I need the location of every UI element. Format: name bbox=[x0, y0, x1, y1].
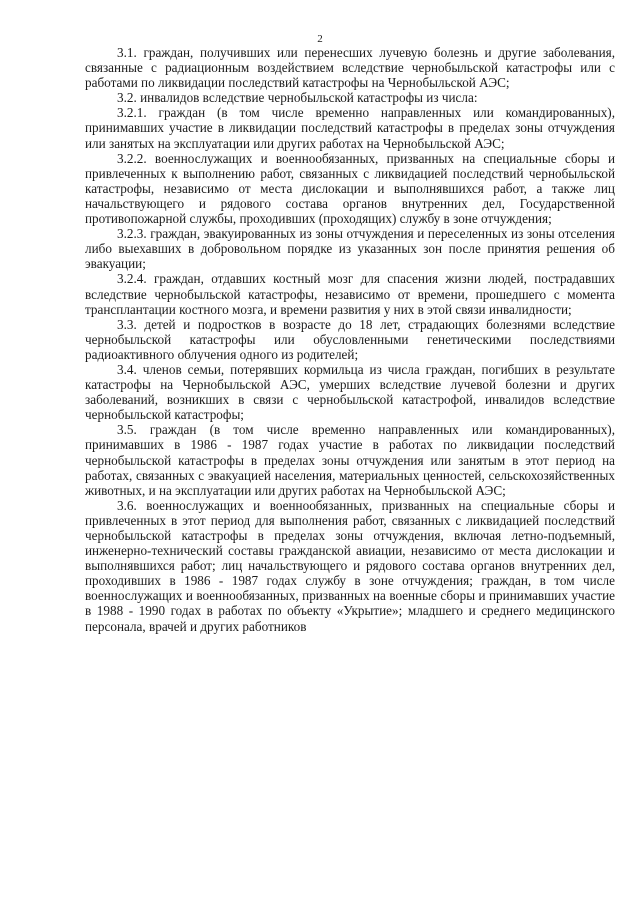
page-number: 2 bbox=[317, 33, 323, 45]
paragraph-3-2-1: 3.2.1. граждан (в том числе временно направленных или командированных), принимавших участие в ликвидации последствий катастрофы в пределах зоны отчуждения или занятых на эксплуатации или других работах на Чернобыльской АЭС; bbox=[85, 105, 615, 151]
document-body bbox=[85, 45, 615, 634]
paragraph-3-6: 3.6. военнослужащих и военнообязанных, призванных на специальные сборы и привлеченных в этот период для выполнения работ, связанных с ликвидацией последствий чернобыльской катастрофы в пределах зоны отчуждения, включая летно-подъемный, инженерно-технический составы гражданской авиации, независимо от места дислокации и выполнявшихся работ; лиц начальствующего и рядового состава органов внутренних дел, проходивших в 1986 - 1987 годах службу в зоне отчуждения; граждан, в том числе военнослужащих и военнообязанных, призванных на военные сборы и принимавших участие в 1988 - 1990 годах в работах по объекту «Укрытие»; младшего и среднего медицинского персонала, врачей и других работников bbox=[85, 497, 615, 634]
paragraph-3-3: 3.3. детей и подростков в возрасте до 18 лет, страдающих болезнями вследствие чернобыльской катастрофы или обусловленными генетическими последствиями радиоактивного облучения одного из родителей; bbox=[85, 316, 615, 362]
paragraph-3-5: 3.5. граждан (в том числе временно направленных или командированных), принимавших в 1986 - 1987 годах участие в работах по ликвидации последствий чернобыльской катастрофы в пределах зоны отчуждения или занятым в этот период на работах, связанных с эвакуацией населения, материальных ценностей, сельскохозяйственных животных, и на эксплуатации или других работах на Чернобыльской АЭС; bbox=[85, 422, 615, 498]
paragraph-3-2-3: 3.2.3. граждан, эвакуированных из зоны отчуждения и переселенных из зоны отселения либо выехавших в добровольном порядке из указанных зон после принятия решения об эвакуации; bbox=[85, 226, 615, 272]
paragraph-3-2-4: 3.2.4. граждан, отдавших костный мозг для спасения жизни людей, пострадавших вследствие чернобыльской катастрофы, независимо от времени, прошедшего с момента трансплантации костного мозга, и времени развития у них в этой связи инвалидности; bbox=[85, 271, 615, 317]
paragraph-3-2: 3.2. инвалидов вследствие чернобыльской катастрофы из числа: bbox=[117, 90, 478, 106]
paragraph-3-4: 3.4. членов семьи, потерявших кормильца из числа граждан, погибших в результате катастрофы на Чернобыльской АЭС, умерших вследствие лучевой болезни и других заболеваний, возникших в связи с чернобыльской катастрофой, инвалидов вследствие чернобыльской катастрофы; bbox=[85, 361, 615, 423]
paragraph-3-1: 3.1. граждан, получивших или перенесших лучевую болезнь и другие заболевания, связанные с радиационным воздействием вследствие чернобыльской катастрофы или с работами по ликвидации последствий катастрофы на Чернобыльской АЭС; bbox=[85, 45, 615, 91]
paragraph-3-2-2: 3.2.2. военнослужащих и военнообязанных, призванных на специальные сборы и привлеченных к выполнению работ, связанных с ликвидацией последствий чернобыльской катастрофы, независимо от места дислокации и выполнявшихся работ, а также лиц начальствующего и рядового состава органов внутренних дел, Государственной противопожарной службы, проходивших (проходящих) службу в зоне отчуждения; bbox=[85, 150, 615, 227]
